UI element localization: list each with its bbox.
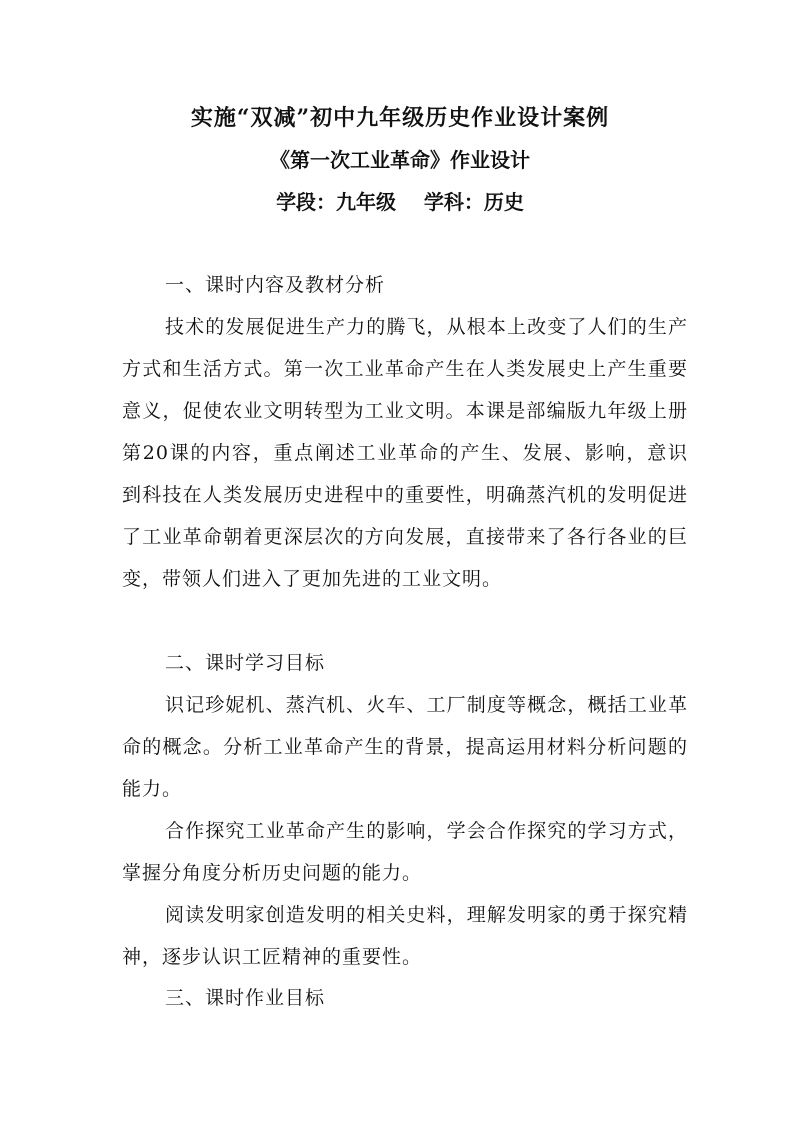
body-paragraph: 阅读发明家创造发明的相关史料，理解发明家的勇于探究精神，逐步认识工匠精神的重要性。 <box>122 904 688 968</box>
section-heading-3: 三、课时作业目标 <box>165 987 326 1009</box>
document-subtitle: 《第一次工业革命》作业设计 <box>270 148 530 172</box>
body-paragraph: 技术的发展促进生产力的腾飞，从根本上改变了人们的生产方式和生活方式。第一次工业革命产生在人类发展史上产生重要意义，促使农业文明转型为工业文明。本课是部编版九年级上册第20课的内容，重点阐述工业革命的产生、发展、影响，意识到科技在人类发展历史进程中的重要性，明确蒸汽机的发明促进了工业革命朝着更深层次的方向发展，直接带来了各行各业的巨变，带领人们进入了更加先进的工业文明。 <box>122 316 688 590</box>
body-paragraph: 合作探究工业革命产生的影响，学会合作探究的学习方式，掌握分角度分析历史问题的能力。 <box>122 820 688 884</box>
body-paragraph: 识记珍妮机、蒸汽机、火车、工厂制度等概念，概括工业革命的概念。分析工业革命产生的背景，提高运用材料分析问题的能力。 <box>122 694 688 800</box>
section-heading-2: 二、课时学习目标 <box>165 652 326 674</box>
section-heading-1: 一、课时内容及教材分析 <box>165 274 386 296</box>
grade-subject-line: 学段：九年级 学科：历史 <box>276 190 524 214</box>
document-title: 实施“双减”初中九年级历史作业设计案例 <box>190 105 610 131</box>
